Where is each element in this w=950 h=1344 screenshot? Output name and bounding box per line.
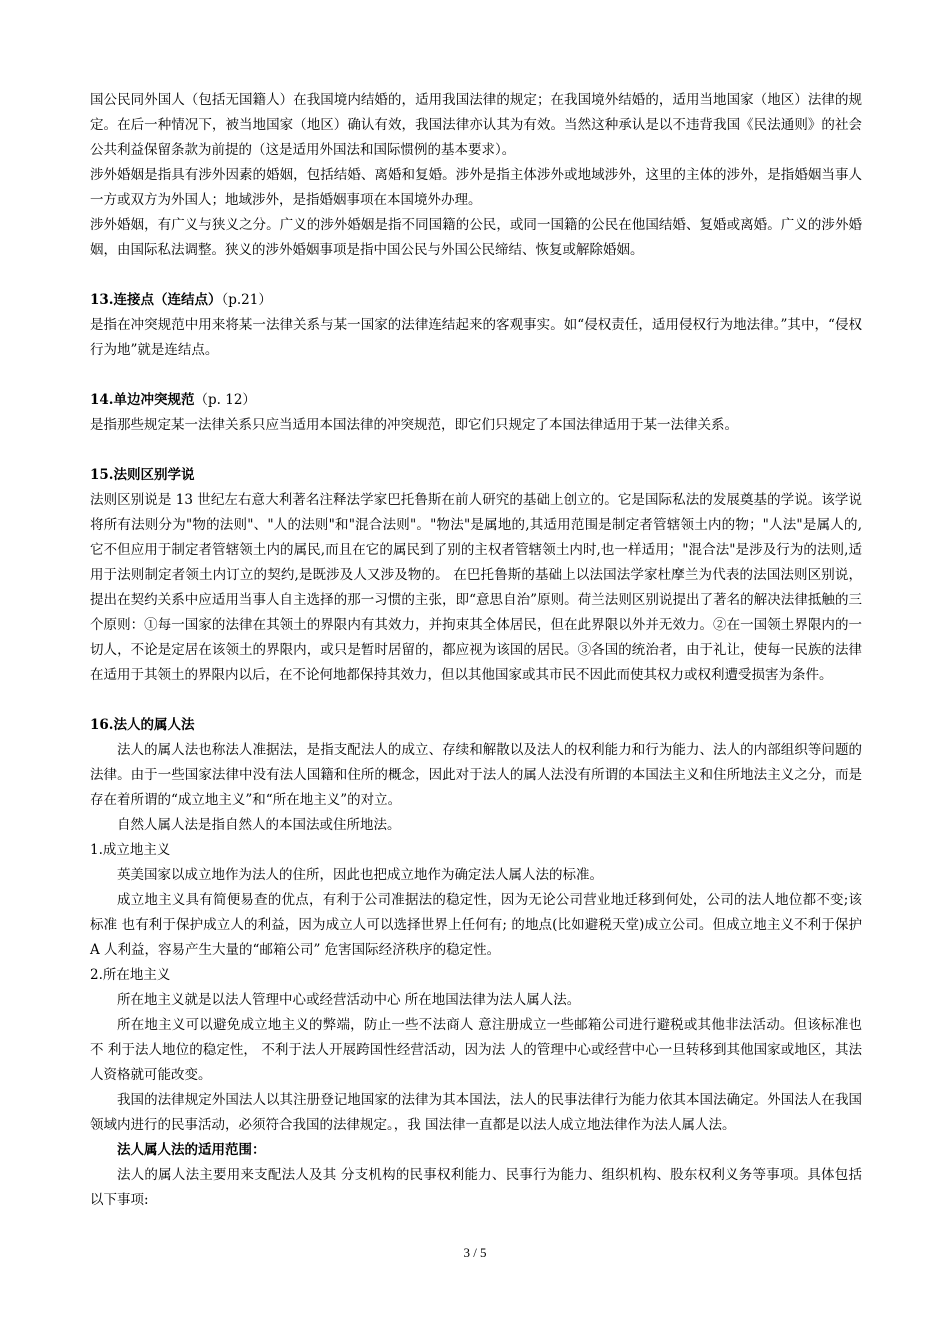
paragraph: 所在地主义可以避免成立地主义的弊端，防止一些不法商人 意注册成立一些邮箱公司进行避税或其他非法活动。但该标准也不 利于法人地位的稳定性， 不利于法人开展跨国性经营活动，因为法 人的管理中心或经营中心一旦转移到其他国家或地区，其法人资格就可能改变。 (90, 1017, 862, 1083)
paragraph: 自然人属人法是指自然人的本国法或住所地法。 (117, 817, 401, 833)
section-heading-14 (90, 388, 862, 413)
subsection-heading: 2.所在地主义 (90, 967, 171, 983)
paragraph: 法则区别说是 13 世纪左右意大利著名注释法学家巴托鲁斯在前人研究的基础上创立的。它是国际私法的发展奠基的学说。该学说将所有法则分为"物的法则"、"人的法则"和"混合法则"。"物法"是属地的,其适用范围是制定者管辖领土内的物；"人法"是属人的,它不但应用于制定者管辖领土内的属民,而且在它的属民到了别的主权者管辖领土内时,也一样适用；"混合法"是涉及行为的法则,适用于法则制定者领土内订立的契约,是既涉及人又涉及物的。 在巴托鲁斯的基础上以法国法学家杜摩兰为代表的法国法则区别说，提出在契约关系中应适用当事人自主选择的那一习惯的主张，即“意思自治”原则。荷兰法则区别说提出了著名的解决法律抵触的三个原则：①每一国家的法律在其领土的界限内有其效力，并拘束其全体居民，但在此界限以外并无效力。②在一国领土界限内的一切人，不论是定居在该领土的界限内，或只是暂时居留的，都应视为该国的居民。③各国的统治者，由于礼让，使每一民族的法律在适用于其领土的界限内以后，在不论何地都保持其效力，但以其他国家或其市民不因此而使其权力或权利遭受损害为条件。 (90, 492, 862, 683)
paragraph: 涉外婚姻，有广义与狭义之分。广义的涉外婚姻是指不同国籍的公民，或同一国籍的公民在他国结婚、复婚或离婚。广义的涉外婚姻，由国际私法调整。狭义的涉外婚姻事项是指中国公民与外国公民缔结、恢复或解除婚姻。 (90, 217, 862, 258)
scope-heading: 法人属人法的适用范围： (117, 1142, 266, 1158)
spacer (90, 438, 862, 463)
paragraph: 国公民同外国人（包括无国籍人）在我国境内结婚的，适用我国法律的规定；在我国境外结婚的，适用当地国家（地区）法律的规定。在后一种情况下，被当地国家（地区）确认有效，我国法律亦认其为有效。当然这种承认是以不违背我国《民法通则》的社会公共利益保留条款为前提的（这是适用外国法和国际惯例的基本要求）。 (90, 92, 862, 158)
page-reference: （p. 12） (194, 392, 256, 408)
paragraph: 法人的属人法主要用来支配法人及其 分支机构的民事权利能力、民事行为能力、组织机构、股东权利义务等事项。具体包括以下事项: (90, 1167, 862, 1208)
section-title: 13.连接点（连结点） (90, 292, 222, 308)
section-title: 14.单边冲突规范 (90, 392, 195, 408)
paragraph: 涉外婚姻是指具有涉外因素的婚姻，包括结婚、离婚和复婚。涉外是指主体涉外或地域涉外，这里的主体的涉外，是指婚姻当事人一方或双方为外国人；地域涉外，是指婚姻事项在本国境外办理。 (90, 167, 862, 208)
section-heading-15: 15.法则区别学说 (90, 467, 195, 483)
paragraph: 我国的法律规定外国法人以其注册登记地国家的法律为其本国法，法人的民事法律行为能力依其本国法确定。外国法人在我国领域内进行的民事活动，必须符合我国的法律规定。，我 国法律一直都是以法人成立地法律作为法人属人法。 (90, 1092, 862, 1133)
spacer (90, 688, 862, 713)
spacer (90, 263, 862, 288)
subsection-heading: 1.成立地主义 (90, 842, 171, 858)
section-heading-16: 16.法人的属人法 (90, 717, 195, 733)
page-reference: （p.21） (221, 292, 272, 308)
section-heading-13 (90, 288, 862, 313)
paragraph: 是指那些规定某一法律关系只应当适用本国法律的冲突规范，即它们只规定了本国法律适用于某一法律关系。 (90, 417, 738, 433)
paragraph: 所在地主义就是以法人管理中心或经营活动中心 所在地国法律为法人属人法。 (117, 992, 581, 1008)
paragraph: 是指在冲突规范中用来将某一法律关系与某一国家的法律连结起来的客观事实。如“侵权责任，适用侵权行为地法律。”其中，“侵权行为地”就是连结点。 (90, 317, 862, 358)
paragraph: 英美国家以成立地作为法人的住所，因此也把成立地作为确定法人属人法的标准。 (117, 867, 603, 883)
spacer (90, 363, 862, 388)
document-body (90, 88, 862, 1213)
paragraph: 成立地主义具有简便易查的优点，有利于公司准据法的稳定性，因为无论公司营业地迁移到何处，公司的法人地位都不变;该标准 也有利于保护成立人的利益，因为成立人可以选择世界上任何有; 的地点(比如避税天堂)成立公司。但成立地主义不利于保护 A 人利益，容易产生大量的“邮箱公司” 危害国际经济秩序的稳定性。 (90, 892, 862, 958)
page-number: 3 / 5 (463, 1245, 487, 1260)
paragraph: 法人的属人法也称法人准据法，是指支配法人的成立、存续和解散以及法人的权利能力和行为能力、法人的内部组织等问题的法律。由于一些国家法律中没有法人国籍和住所的概念，因此对于法人的属人法没有所谓的本国法主义和住所地法主义之分，而是存在着所谓的“成立地主义”和“所在地主义”的对立。 (90, 742, 862, 808)
